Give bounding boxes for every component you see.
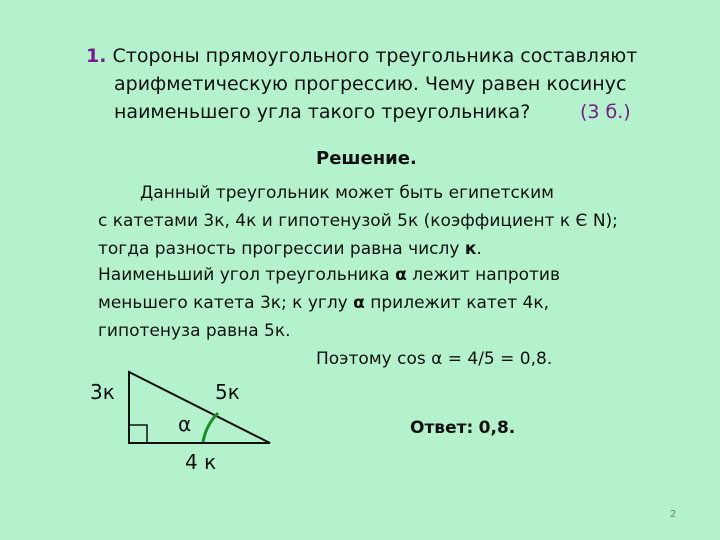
k-symbol: к (464, 239, 477, 259)
solution-line-6: гипотенуза равна 5к. (98, 321, 291, 341)
answer-value: 0,8. (478, 418, 516, 438)
therefore-line: Поэтому cos α = 4/5 = 0,8. (316, 349, 553, 369)
question-text-3: наименьшего угла такого треугольника? (114, 101, 531, 123)
label-angle: α (178, 412, 192, 436)
solution-line-2: с катетами 3к, 4к и гипотенузой 5к (коэффициент к Є N); (98, 211, 618, 231)
solution-line-1: Данный треугольник может быть египетским (140, 183, 555, 203)
solution-line-5b: прилежит катет 4к, (370, 293, 550, 313)
question-number: 1. (86, 45, 107, 67)
question-text-1: Стороны прямоугольного треугольника составляют (112, 45, 638, 67)
answer (410, 418, 515, 438)
label-leg-horizontal: 4 к (185, 450, 217, 474)
solution-line-3-text: тогда разность прогрессии равна числу (98, 239, 460, 259)
page-number: 2 (670, 509, 677, 520)
label-leg-vertical: 3к (90, 380, 115, 404)
solution-heading: Решение. (316, 148, 417, 169)
answer-label: Ответ: (410, 418, 474, 438)
question-text-2: арифметическую прогрессию. Чему равен косинус (114, 73, 627, 95)
solution-line-4a: Наименьший угол треугольника (98, 265, 390, 285)
right-triangle (129, 372, 270, 443)
label-hypotenuse: 5к (215, 380, 240, 404)
alpha-symbol-1: α (395, 265, 407, 285)
k-dot: . (476, 239, 482, 259)
question-points: (3 б.) (580, 101, 631, 123)
angle-arc (203, 413, 218, 442)
solution-line-5a: меньшего катета 3к; к углу (98, 293, 348, 313)
solution-line-4b: лежит напротив (412, 265, 560, 285)
alpha-symbol-2: α (353, 293, 365, 313)
right-angle-mark (129, 425, 147, 443)
